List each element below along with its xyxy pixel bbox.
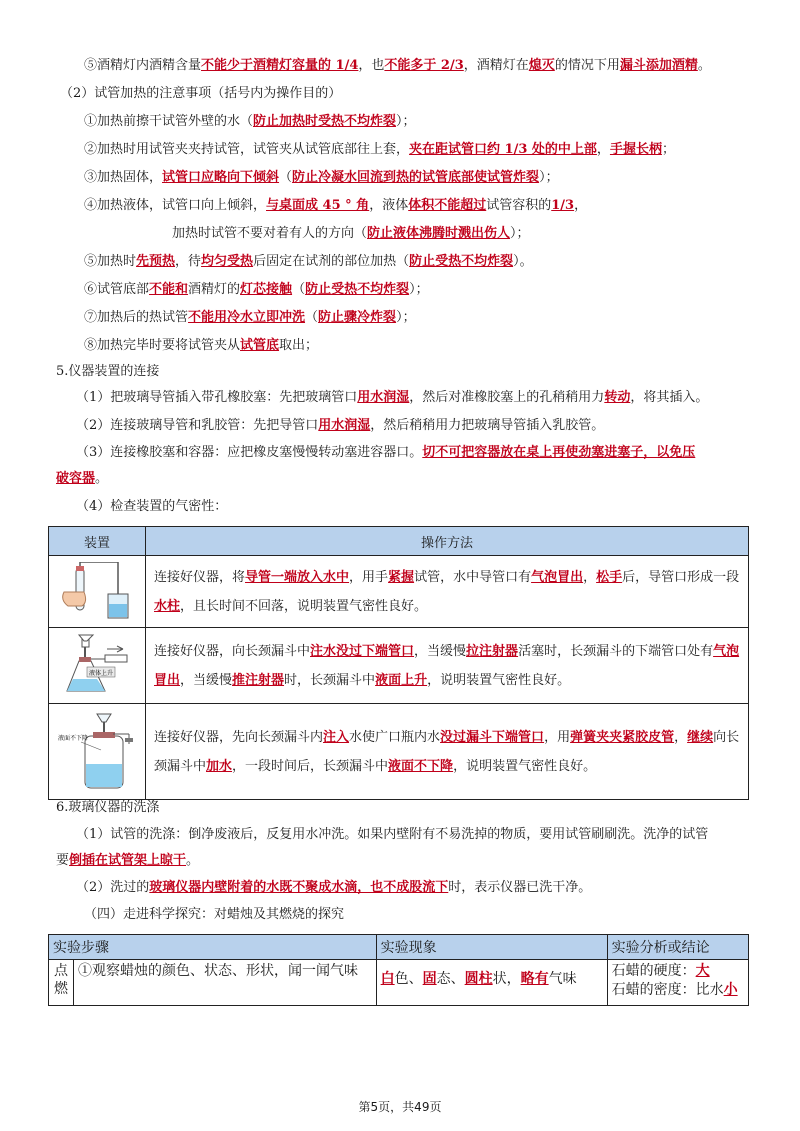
apparatus-label: 液体上升 bbox=[88, 669, 114, 677]
answer: 玻璃仪器内壁附着的水既不聚成水滴，也不成股流下 bbox=[149, 880, 449, 895]
text: ，说明装置气密性良好。 bbox=[453, 758, 597, 774]
connect-item-3-cont bbox=[56, 469, 108, 489]
answer: 漏斗添加酒精 bbox=[619, 58, 698, 73]
col-header-device: 装置 bbox=[49, 527, 146, 556]
answer: 破容器 bbox=[56, 471, 96, 486]
text: 试管容积的 bbox=[486, 198, 552, 213]
flask-syringe-icon bbox=[57, 633, 137, 699]
answer: 防止受热不均炸裂 bbox=[409, 254, 514, 269]
answer: 注水没过下端管口 bbox=[310, 643, 415, 659]
washing-item-1: （1）试管的洗涤：倒净废液后，反复用水冲洗。如果内壁附有不易洗掉的物质，要用试管刷刷洗。洗净的试管 bbox=[76, 827, 709, 842]
washing-item-2 bbox=[76, 878, 591, 898]
text: 向长颈漏斗中 bbox=[154, 729, 740, 774]
answer: 手握长柄 bbox=[609, 142, 662, 157]
alcohol-lamp-line bbox=[84, 56, 711, 76]
text: ）； bbox=[510, 226, 530, 241]
answer: 防止液体沸腾时溅出伤人 bbox=[367, 226, 511, 241]
heating-rule-7 bbox=[84, 308, 416, 328]
connect-heading: 5.仪器装置的连接 bbox=[56, 364, 160, 379]
text: 。 bbox=[95, 471, 109, 486]
answer: 不能和 bbox=[149, 282, 189, 297]
answer: 大 bbox=[695, 963, 710, 979]
connect-item-2 bbox=[76, 416, 604, 436]
text: 后，导管口形成一段 bbox=[622, 569, 740, 585]
answer: 与桌面成 45 ° 角 bbox=[266, 198, 370, 213]
apparatus-image-2 bbox=[49, 628, 146, 704]
side-label: 点燃 bbox=[49, 960, 74, 1006]
text: 水使广口瓶内水 bbox=[349, 729, 441, 745]
page-footer: 第5页，共49页 bbox=[358, 1100, 442, 1114]
text: ⑤加热时 bbox=[84, 254, 137, 269]
col-header-phenomena: 实验现象 bbox=[376, 935, 607, 960]
text: 态、 bbox=[436, 971, 465, 987]
heating-rule-8 bbox=[84, 336, 318, 356]
text: ④加热液体，试管口向上倾斜， bbox=[84, 198, 267, 213]
text: ， bbox=[674, 729, 688, 745]
table-row bbox=[49, 960, 749, 1006]
text: ①加热前擦干试管外壁的水（ bbox=[84, 114, 254, 129]
connect-item-3 bbox=[76, 443, 695, 463]
answer: 注入 bbox=[323, 729, 350, 745]
text: 时，长颈漏斗中 bbox=[284, 672, 376, 688]
col-header-conclusion: 实验分析或结论 bbox=[607, 935, 748, 960]
text: （2）洗过的 bbox=[76, 880, 150, 895]
text: ）； bbox=[396, 310, 416, 325]
text: 。 bbox=[697, 58, 711, 73]
text: 连接好仪器，将 bbox=[154, 569, 246, 585]
text: ③加热固体， bbox=[84, 170, 163, 185]
text: 时，表示仪器已洗干净。 bbox=[448, 880, 592, 895]
answer: 圆柱 bbox=[464, 971, 493, 987]
answer: 略有 bbox=[520, 971, 549, 987]
candle-heading: （四）走进科学探究：对蜡烛及其燃烧的探究 bbox=[84, 907, 345, 922]
text: ，将其插入。 bbox=[630, 390, 709, 405]
text: 。 bbox=[186, 853, 200, 868]
text: 试管，水中导管口有 bbox=[414, 569, 532, 585]
text: 石蜡的密度：比水 bbox=[611, 982, 724, 998]
answer: 固 bbox=[422, 971, 437, 987]
answer: 转动 bbox=[604, 390, 631, 405]
text: ⑤酒精灯内酒精含量 bbox=[84, 58, 202, 73]
answer: 夹在距试管口约 1/3 处的中上部 bbox=[409, 142, 597, 157]
text: ，也 bbox=[358, 58, 385, 73]
text: （ bbox=[305, 310, 319, 325]
method-1 bbox=[146, 556, 749, 628]
answer: 防止加热时受热不均炸裂 bbox=[253, 114, 397, 129]
text: 活塞时，长颈漏斗的下端管口处有 bbox=[518, 643, 714, 659]
answer: 水柱 bbox=[154, 598, 181, 614]
text: 石蜡的硬度： bbox=[611, 963, 696, 979]
text: 取出； bbox=[279, 338, 319, 353]
text: ，一段时间后，长颈漏斗中 bbox=[232, 758, 389, 774]
answer: 不能少于酒精灯容量的 1/4 bbox=[201, 58, 359, 73]
heating-rule-4 bbox=[84, 196, 587, 216]
answer: 防止骤冷炸裂 bbox=[318, 310, 397, 325]
text: 状， bbox=[492, 971, 521, 987]
table-row bbox=[49, 628, 749, 704]
step-cell: ①观察蜡烛的颜色、状态、形状，闻一闻气味 bbox=[74, 960, 377, 1006]
answer: 先预热 bbox=[136, 254, 176, 269]
answer: 不能用冷水立即冲洗 bbox=[188, 310, 306, 325]
heating-rule-6 bbox=[84, 280, 429, 300]
washing-heading: 6.玻璃仪器的洗涤 bbox=[56, 800, 160, 815]
answer: 拉注射器 bbox=[466, 643, 519, 659]
answer: 防止冷凝水回流到热的试管底部使试管炸裂 bbox=[292, 170, 540, 185]
answer: 小 bbox=[723, 982, 738, 998]
text: （ bbox=[279, 170, 293, 185]
text: ，待 bbox=[175, 254, 202, 269]
answer: 推注射器 bbox=[232, 672, 285, 688]
answer: 用水润湿 bbox=[318, 418, 371, 433]
text: （ bbox=[292, 282, 306, 297]
text: ，然后对准橡胶塞上的孔稍稍用力 bbox=[409, 390, 605, 405]
bottle-funnel-icon bbox=[57, 710, 137, 794]
apparatus-image-3 bbox=[49, 704, 146, 800]
answer: 气泡冒出 bbox=[154, 643, 740, 688]
answer: 试管口应略向下倾斜 bbox=[162, 170, 280, 185]
text: ）； bbox=[409, 282, 429, 297]
text: 的情况下用 bbox=[554, 58, 620, 73]
washing-item-1-cont bbox=[56, 851, 199, 871]
heating-rule-3 bbox=[84, 168, 559, 188]
heating-rule-4-cont bbox=[172, 224, 530, 244]
text: 后固定在试剂的部位加热（ bbox=[253, 254, 410, 269]
hand-test-tube-icon bbox=[58, 562, 136, 622]
text: ，酒精灯在 bbox=[463, 58, 529, 73]
text: ⑦加热后的热试管 bbox=[84, 310, 189, 325]
text: ②加热时用试管夹夹持试管，试管夹从试管底部往上套， bbox=[84, 142, 410, 157]
answer: 气泡冒出 bbox=[531, 569, 584, 585]
answer: 加水 bbox=[206, 758, 233, 774]
text: （2）连接玻璃导管和乳胶管：先把导管口 bbox=[76, 418, 319, 433]
text: 色、 bbox=[394, 971, 423, 987]
text: （1）把玻璃导管插入带孔橡胶塞：先把玻璃管口 bbox=[76, 390, 358, 405]
connect-item-1 bbox=[76, 388, 708, 408]
apparatus-image-1 bbox=[49, 556, 146, 628]
text: ，且长时间不回落，说明装置气密性良好。 bbox=[180, 598, 428, 614]
answer: 均匀受热 bbox=[201, 254, 254, 269]
text: ， bbox=[583, 569, 597, 585]
answer: 1/3 bbox=[551, 198, 575, 213]
col-header-steps: 实验步骤 bbox=[49, 935, 377, 960]
text: ，用手 bbox=[349, 569, 389, 585]
text: ，用 bbox=[544, 729, 571, 745]
heating-rule-2 bbox=[84, 140, 675, 160]
method-3 bbox=[146, 704, 749, 800]
answer: 白 bbox=[380, 971, 395, 987]
table-row bbox=[49, 556, 749, 628]
text: ，说明装置气密性良好。 bbox=[427, 672, 571, 688]
text: 加热时试管不要对着有人的方向（ bbox=[172, 226, 368, 241]
conclusion-density bbox=[612, 981, 744, 1000]
answer: 继续 bbox=[687, 729, 714, 745]
candle-table bbox=[48, 934, 749, 1006]
conclusion-hardness bbox=[612, 962, 744, 981]
text: ，液体 bbox=[369, 198, 409, 213]
answer: 灯芯接触 bbox=[240, 282, 293, 297]
text: 连接好仪器，先向长颈漏斗内 bbox=[154, 729, 324, 745]
text: ）； bbox=[396, 114, 416, 129]
answer: 弹簧夹夹紧胶皮管 bbox=[570, 729, 675, 745]
text: ，然后稍稍用力把玻璃导管插入乳胶管。 bbox=[370, 418, 605, 433]
text: ，当缓慢 bbox=[180, 672, 233, 688]
text: ， bbox=[596, 142, 610, 157]
text: ⑥试管底部 bbox=[84, 282, 150, 297]
text: ， bbox=[574, 198, 588, 213]
heating-heading: （2）试管加热的注意事项（括号内为操作目的） bbox=[60, 86, 342, 101]
text: 要 bbox=[56, 853, 70, 868]
phenomenon-cell bbox=[376, 960, 607, 1006]
connect-item-4: （4）检查装置的气密性： bbox=[76, 499, 228, 514]
answer: 液面上升 bbox=[375, 672, 428, 688]
answer: 没过漏斗下端管口 bbox=[440, 729, 545, 745]
answer: 防止受热不均炸裂 bbox=[305, 282, 410, 297]
answer: 用水润湿 bbox=[357, 390, 410, 405]
answer: 导管一端放入水中 bbox=[245, 569, 350, 585]
text: ）； bbox=[539, 170, 559, 185]
answer: 液面不下降 bbox=[388, 758, 454, 774]
method-2 bbox=[146, 628, 749, 704]
text: ）。 bbox=[513, 254, 533, 269]
text: （3）连接橡胶塞和容器：应把橡皮塞慢慢转动塞进容器口。 bbox=[76, 445, 423, 460]
text: ； bbox=[661, 142, 675, 157]
airtight-table bbox=[48, 526, 749, 800]
answer: 紧握 bbox=[388, 569, 415, 585]
answer: 试管底 bbox=[240, 338, 280, 353]
answer: 切不可把容器放在桌上再使劲塞进塞子，以免压 bbox=[422, 445, 696, 460]
answer: 倒插在试管架上晾干 bbox=[69, 853, 187, 868]
heating-rule-5 bbox=[84, 252, 533, 272]
text: 气味 bbox=[548, 971, 577, 987]
conclusion-cell bbox=[607, 960, 748, 1006]
text: ⑧加热完毕时要将试管夹从 bbox=[84, 338, 241, 353]
text: ，当缓慢 bbox=[414, 643, 467, 659]
text: 连接好仪器，向长颈漏斗中 bbox=[154, 643, 311, 659]
table-row bbox=[49, 704, 749, 800]
answer: 松手 bbox=[596, 569, 623, 585]
answer: 熄灭 bbox=[528, 58, 555, 73]
table-header-row bbox=[49, 935, 749, 960]
heating-rule-1 bbox=[84, 112, 416, 132]
answer: 不能多于 2/3 bbox=[384, 58, 464, 73]
apparatus-label: 液面不下降 bbox=[57, 734, 89, 742]
answer: 体积不能超过 bbox=[408, 198, 487, 213]
col-header-method: 操作方法 bbox=[146, 527, 749, 556]
text: 酒精灯的 bbox=[188, 282, 241, 297]
table-header-row bbox=[49, 527, 749, 556]
